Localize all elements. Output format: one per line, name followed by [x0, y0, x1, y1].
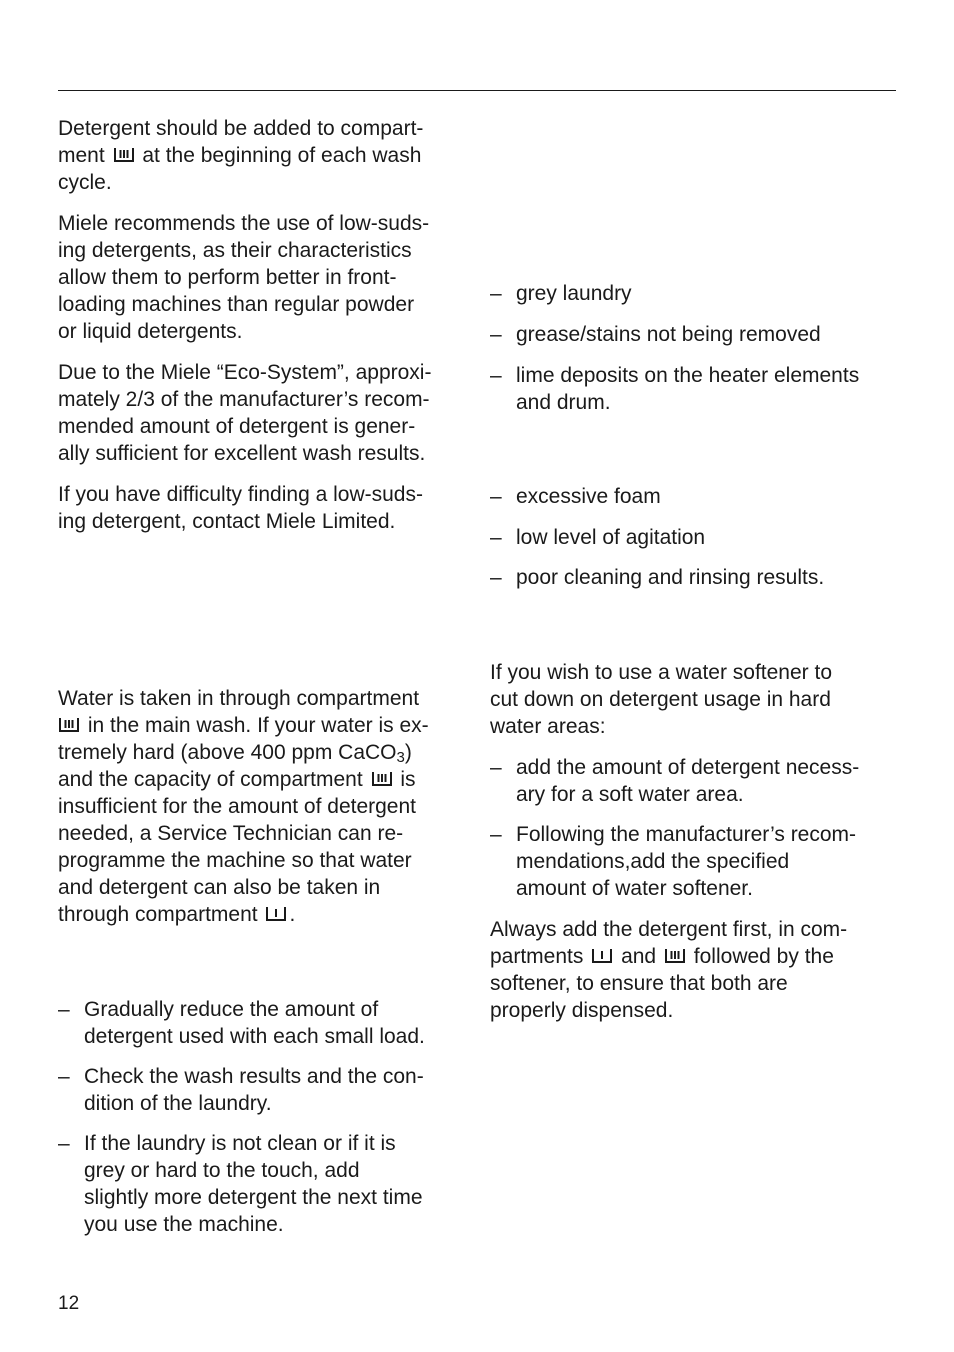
eco-system-paragraph: Due to the Miele “Eco-System”, approxi- mately 2/3 of the manufacturer’s recom- mended amount of detergent is gener- ally sufficient for excellent wash results. [58, 361, 432, 465]
detergent-paragraph: Detergent should be added to compart- ment at the beginning of each wash cycle. [58, 117, 424, 194]
list-item: – Gradually reduce the amount of detergent used with each small load. [58, 998, 425, 1048]
list-item: – grease/stains not being removed [490, 323, 821, 346]
list-item: – add the amount of detergent necess- ary for a soft water area. [490, 756, 860, 806]
prewash-compartment-icon [591, 948, 613, 964]
prewash-compartment-icon [265, 906, 287, 922]
list-item: – excessive foam [490, 485, 661, 508]
main-wash-compartment-icon [371, 771, 393, 787]
list-item: – lime deposits on the heater elements and drum. [490, 364, 860, 414]
list-item: – Following the manufacturer’s recom- mendations,add the specified amount of water softener. [490, 823, 857, 900]
list-item: – low level of agitation [490, 526, 706, 549]
softener-intro-paragraph: If you wish to use a water softener to cut down on detergent usage in hard water areas: [490, 661, 833, 738]
list-item: – If the laundry is not clean or if it is grey or hard to the touch, add slightly more detergent the next time you use the machine. [58, 1132, 423, 1236]
main-wash-compartment-icon [58, 717, 80, 733]
softener-order-paragraph: Always add the detergent first, in com- partments and followed by the softener, to ensure that both are properly dispensed. [490, 918, 848, 1022]
hard-water-paragraph: Water is taken in through compartment in the main wash. If your water is ex- tremely hard (above 400 ppm CaCO$_3$) and the capacity of compartment is insufficient for the amount of detergent needed, a Service Technician can re- programme the machine so that water and detergent can also be taken in through compartment . [58, 687, 429, 926]
contact-paragraph: If you have difficulty finding a low-suds- ing detergent, contact Miele Limited. [58, 483, 423, 533]
low-suds-paragraph: Miele recommends the use of low-suds- ing detergents, as their characteristics allow them to perform better in front- loading machines than regular powder or liquid detergents. [58, 212, 430, 343]
main-wash-compartment-icon [664, 948, 686, 964]
main-wash-compartment-icon [113, 147, 135, 163]
page-number: 12 [58, 1293, 80, 1314]
list-item: – poor cleaning and rinsing results. [490, 566, 825, 589]
header-rule [58, 90, 896, 91]
list-item: – grey laundry [490, 282, 632, 305]
list-item: – Check the wash results and the con- dition of the laundry. [58, 1065, 424, 1115]
